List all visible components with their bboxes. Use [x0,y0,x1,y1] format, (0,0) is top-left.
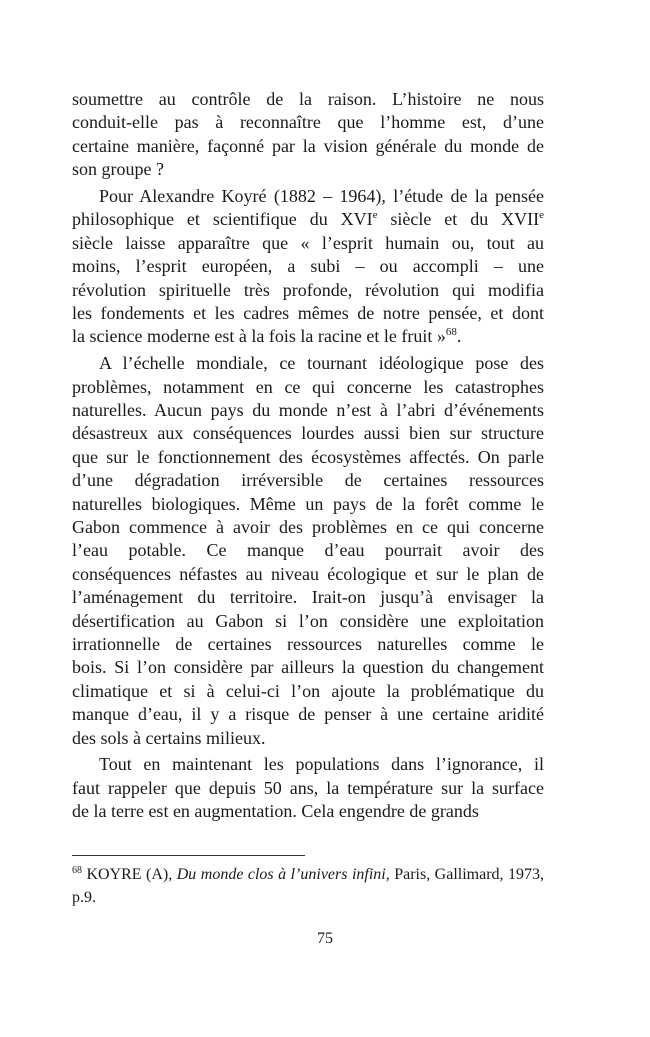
paragraph [72,753,544,823]
superscript: 68 [445,326,457,339]
footnote-divider [72,855,305,856]
text-line: désertification au Gabon si l’on considère une exploitation [72,610,544,631]
page-number: 75 [317,930,333,947]
text-line: son groupe ? [72,159,164,180]
text-segment: la science moderne est à la fois la racine et le fruit » [72,326,446,347]
footnote-line [72,863,544,886]
footnote [72,863,544,909]
text-line: conduit-elle pas à reconnaître que l’homme est, d’une [72,112,544,133]
text-line [72,208,544,231]
footnote-number: 68 [72,865,82,876]
text-segment: . [456,326,462,347]
text-line: conséquences néfastes au niveau écologique et sur le plan de [72,563,544,584]
text-line: naturelles. Aucun pays du monde n’est à l’abri d’événements [72,400,544,421]
text-line: d’une dégradation irréversible de certaines ressources [72,470,544,491]
text-line [72,325,544,348]
text-line: l’aménagement du territoire. Irait-on jusqu’à envisager la [72,587,544,608]
superscript: e [372,209,378,222]
paragraph [72,88,544,182]
text-line: désastreux aux conséquences lourdes aussi bien sur structure [72,423,544,444]
text-segment: philosophique et scientifique du XVI [72,209,373,230]
footnote-title: Du monde clos à l’univers infini, [176,866,390,883]
text-line: Tout en maintenant les populations dans l’ignorance, il [99,754,544,775]
text-line: manque d’eau, il y a risque de penser à une certaine aridité [72,704,544,725]
paragraph [72,352,544,750]
text-line: A l’échelle mondiale, ce tournant idéologique pose des [99,353,544,374]
text-line: problèmes, notamment en ce qui concerne les catastrophes [72,376,544,397]
text-line: l’eau potable. Ce manque d’eau pourrait avoir des [72,540,544,561]
text-line: moins, l’esprit européen, a subi – ou accompli – une [72,256,544,277]
text-line: des sols à certains milieux. [72,727,266,748]
page-body [72,88,544,827]
text-line: irrationnelle de certaines ressources naturelles comme le [72,633,544,654]
text-line: soumettre au contrôle de la raison. L’histoire ne nous [72,89,544,109]
text-line: les fondements et les cadres mêmes de notre pensée, et dont [72,303,544,324]
text-line: climatique et si à celui-ci l’on ajoute la problématique du [72,680,544,701]
text-line: siècle laisse apparaître que « l’esprit humain ou, tout au [72,232,544,253]
paragraph [72,185,544,349]
text-line: faut rappeler que depuis 50 ans, la température sur la surface [72,777,544,798]
text-line: Pour Alexandre Koyré (1882 – 1964), l’étude de la pensée [99,186,544,207]
text-line: que sur le fonctionnement des écosystèmes affectés. On parle [72,446,544,467]
text-line: naturelles biologiques. Même un pays de la forêt comme le [72,493,544,514]
superscript: e [539,209,544,222]
footnote-author: KOYRE (A), [82,866,177,883]
text-line: certaine manière, façonné par la vision générale du monde de [72,135,544,156]
footnote-line: p.9. [72,889,96,906]
text-line: Gabon commence à avoir des problèmes en ce qui concerne [72,517,544,538]
footnote-publisher: Paris, Gallimard, 1973, [389,866,544,883]
text-segment: siècle et du XVII [377,209,540,230]
text-line: de la terre est en augmentation. Cela engendre de grands [72,801,479,822]
text-line: révolution spirituelle très profonde, révolution qui modifia [72,279,544,300]
text-line: bois. Si l’on considère par ailleurs la question du changement [72,657,544,678]
